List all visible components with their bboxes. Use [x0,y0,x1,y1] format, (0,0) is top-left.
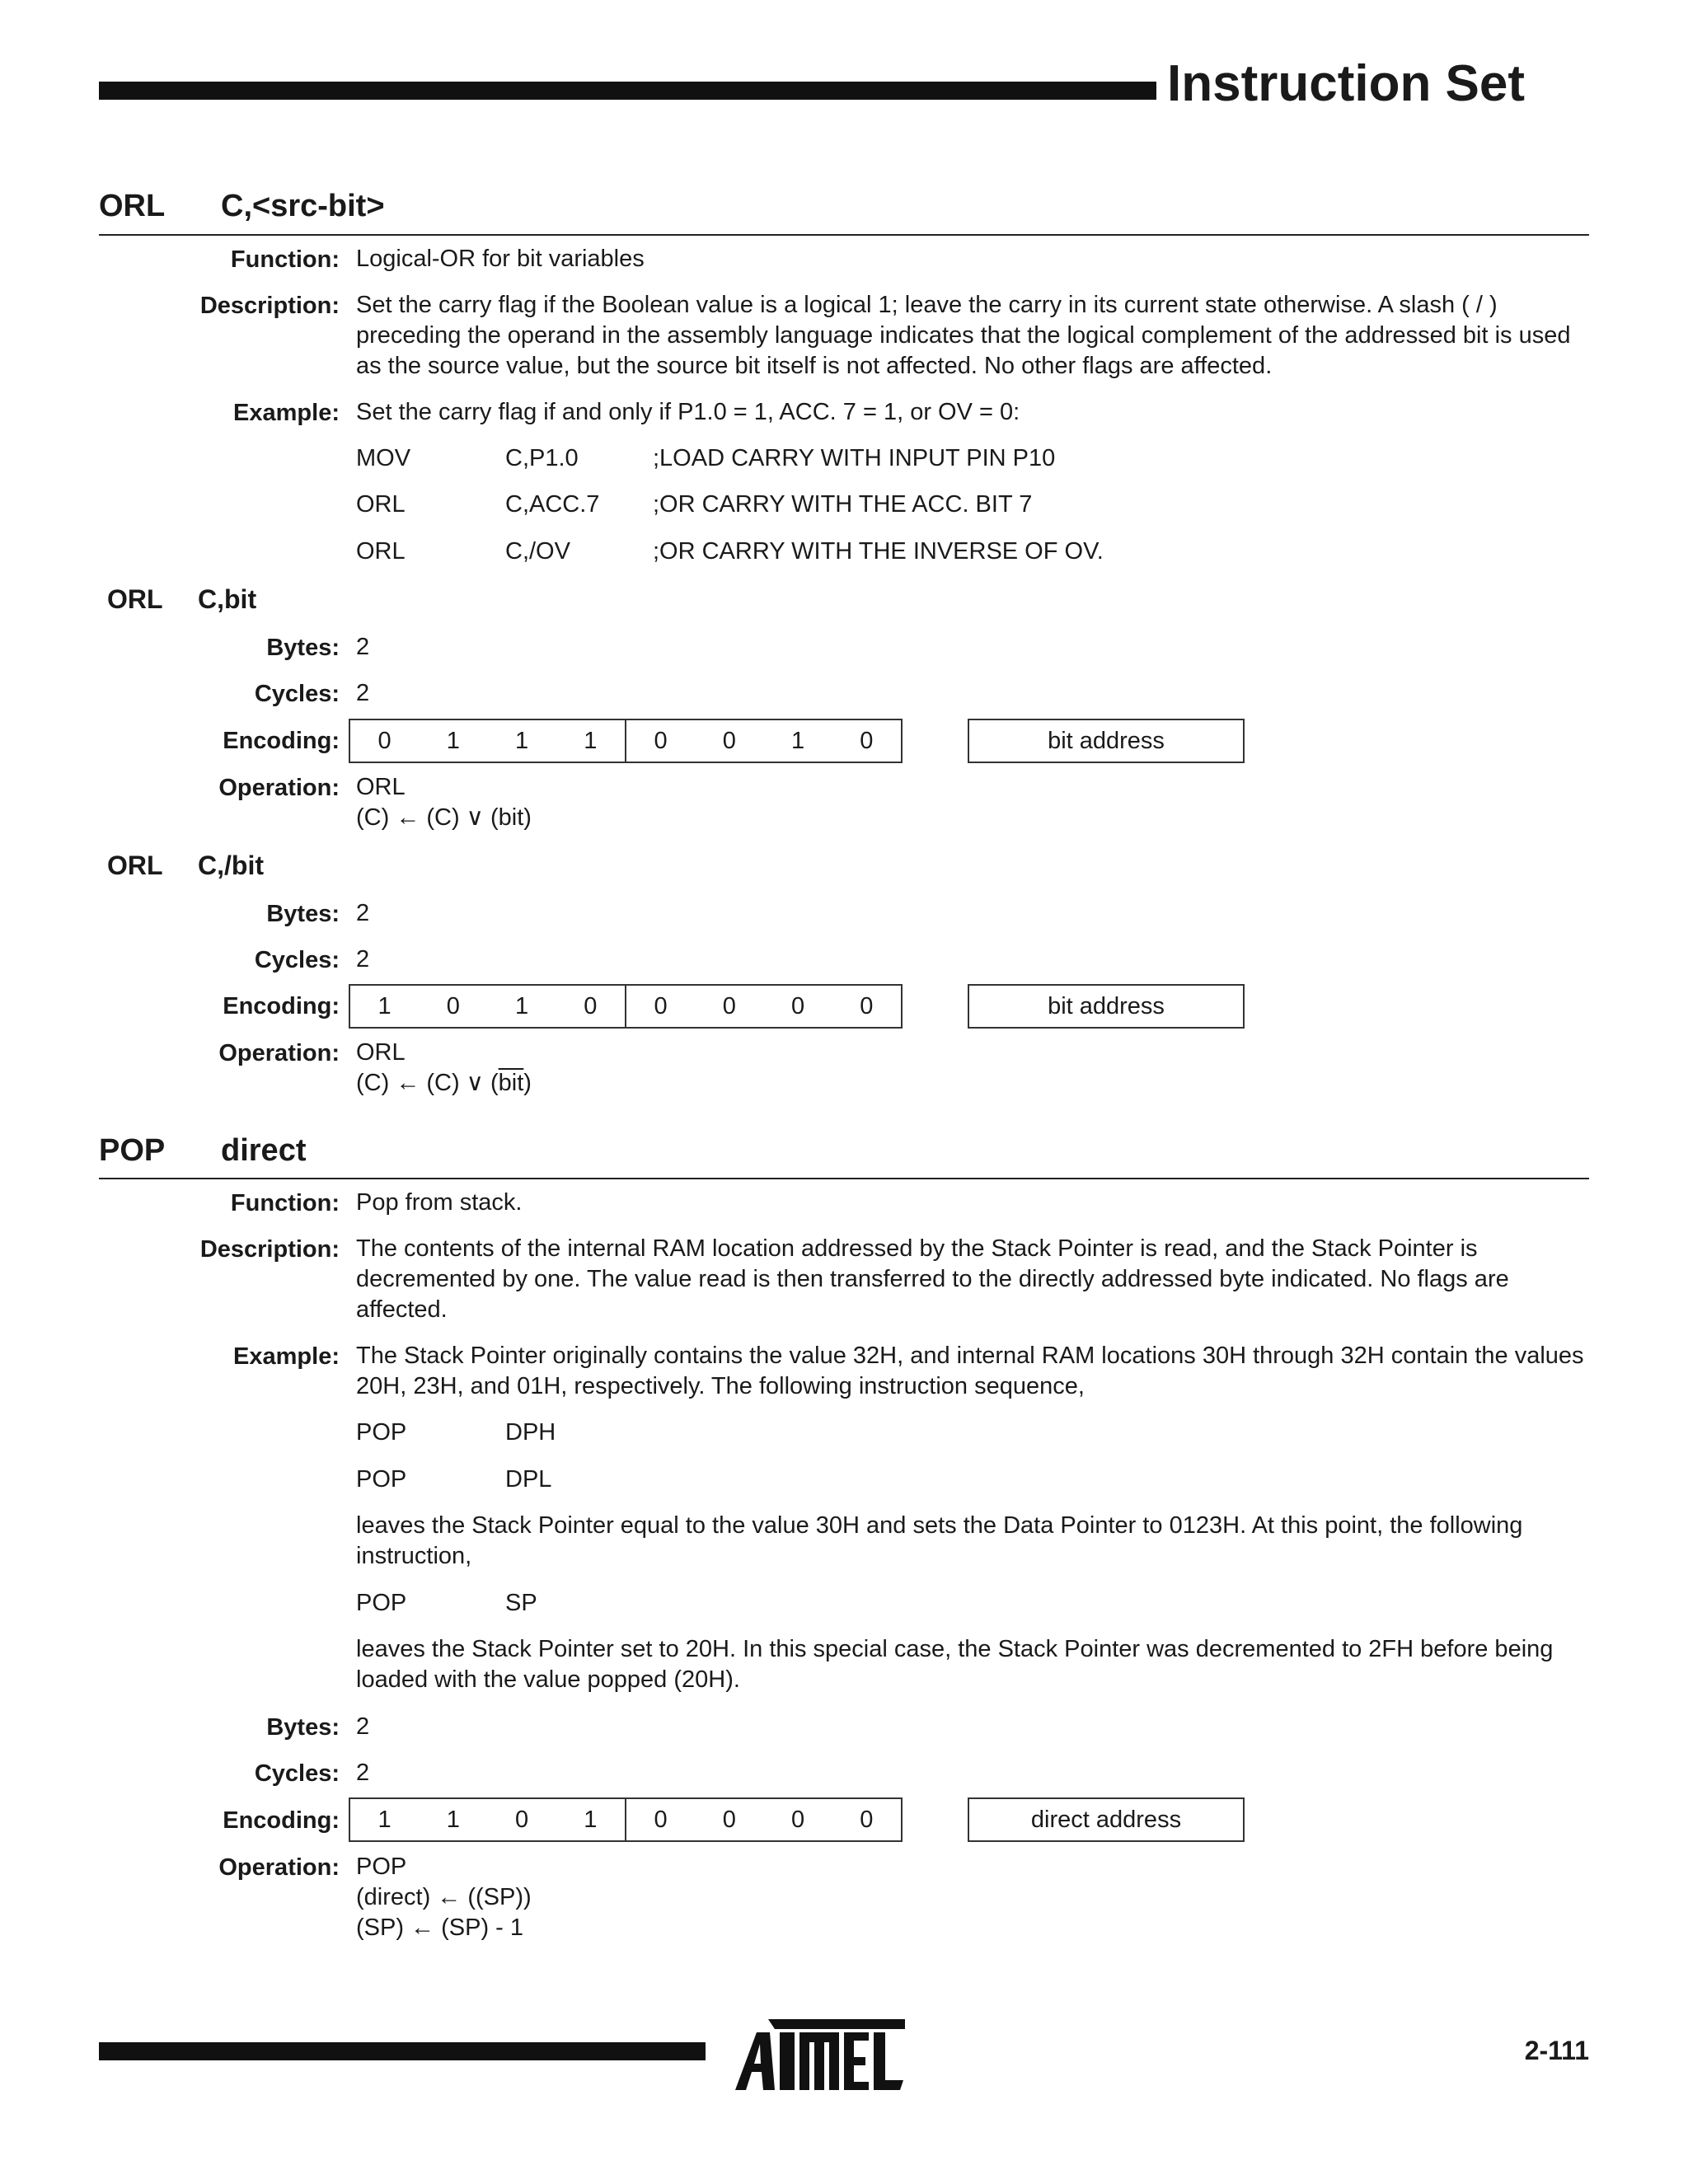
opcode-encoding-box [349,1797,903,1842]
opcode-bit: 1 [377,993,392,1019]
opcode-bit: 0 [722,993,736,1019]
pop-example-end: leaves the Stack Pointer set to 20H. In this special case, the Stack Pointer was decremented to 2FH before being loaded with the value popped (20H). [356,1636,1554,1693]
orl-operand: C,<src-bit> [221,189,385,223]
low-nibble [625,720,901,762]
bytes-value: 2 [356,1713,370,1740]
operand-address-box: bit address [968,719,1245,763]
opcode-bit: 0 [791,993,805,1019]
footer-bar [99,2042,706,2060]
encoding-label: Encoding: [223,1807,340,1834]
code-op: ORL [356,538,406,565]
bytes-value: 2 [356,900,370,926]
cycles-label: Cycles: [254,1760,340,1787]
cycles-label: Cycles: [254,681,340,707]
orl-heading-rule [99,234,1589,236]
opcode-encoding-box [349,719,903,763]
operation-label: Operation: [218,1854,340,1881]
pop-operand: direct [221,1133,307,1168]
code-op: POP [356,1466,407,1493]
pop-mnemonic: POP [99,1133,166,1168]
header-bar [99,82,1156,100]
encoding-label: Encoding: [223,993,340,1019]
opcode-bit: 0 [377,728,392,754]
logo-text: ATMEL [817,2095,823,2097]
code-arg: C,ACC.7 [505,491,600,518]
orl-example-intro: Set the carry flag if and only if P1.0 = 1, ACC. 7 = 1, or OV = 0: [356,399,1020,425]
operation-line: (SP) ← (SP) - 1 [356,1915,524,1941]
bytes-label: Bytes: [266,901,340,927]
operation-line: (direct) ← ((SP)) [356,1884,532,1910]
opcode-bit: 0 [722,1807,736,1833]
opcode-bit: 0 [791,1807,805,1833]
pop-example-label: Example: [233,1343,340,1370]
code-comment: ;OR CARRY WITH THE INVERSE OF OV. [653,538,1104,565]
opcode-bit: 0 [584,993,598,1019]
pop-function-label: Function: [230,1190,340,1216]
operation-expression [356,803,532,833]
pop-description-text: The contents of the internal RAM location addressed by the Stack Pointer is read, and the Stack Pointer is decremented by one. The value read is then transferred to the directly addressed byte indicated. No flags are affected. [356,1235,1509,1323]
code-op: ORL [356,491,406,518]
variant-operand: C,/bit [198,851,264,880]
opcode-bit: 0 [654,1807,668,1833]
operation-lhs: (C) ← (C) ∨ ( [356,1070,499,1096]
encoding-label: Encoding: [223,728,340,754]
bytes-label: Bytes: [266,1714,340,1741]
orl-mnemonic: ORL [99,189,166,223]
cycles-value: 2 [356,1760,370,1786]
opcode-bit: 1 [515,993,529,1019]
operation-expression [356,1068,532,1099]
cycles-label: Cycles: [254,947,340,973]
opcode-bit: 1 [584,728,598,754]
variant-mnemonic: ORL [107,851,163,880]
code-arg: SP [505,1590,537,1616]
code-comment: ;OR CARRY WITH THE ACC. BIT 7 [653,491,1033,518]
pop-example-mid: leaves the Stack Pointer equal to the value 30H and sets the Data Pointer to 0123H. At this point, the following instruction, [356,1512,1523,1569]
code-op: POP [356,1419,407,1446]
opcode-bit: 0 [860,993,874,1019]
opcode-bit: 0 [446,993,460,1019]
pop-description-label: Description: [199,1236,340,1263]
operation-label: Operation: [218,775,340,801]
bytes-label: Bytes: [266,635,340,661]
variant-mnemonic: ORL [107,584,163,614]
atmel-logo [732,2011,908,2097]
opcode-bit: 0 [654,993,668,1019]
variant-operand: C,bit [198,584,257,614]
operation-lhs: (C) ← (C) ∨ ( [356,804,499,831]
code-arg: DPL [505,1466,552,1493]
bytes-value: 2 [356,634,370,660]
operation-bit-complement: $\overline{bit}$ [498,1070,524,1096]
code-arg: C,P1.0 [505,445,579,471]
code-op: POP [356,1590,407,1616]
operation-close: ) [523,804,532,831]
code-arg: C,/OV [505,538,570,565]
operand-address-box: bit address [968,984,1245,1029]
opcode-bit: 1 [446,1807,460,1833]
pop-example-intro: The Stack Pointer originally contains the value 32H, and internal RAM locations 30H through 32H contain the values 20H, 23H, and 01H, respectively. The following instruction sequence, [356,1343,1584,1399]
low-nibble [625,986,901,1027]
opcode-bit: 1 [515,728,529,754]
orl-function-label: Function: [230,246,340,273]
cycles-value: 2 [356,680,370,706]
pop-function-text: Pop from stack. [356,1189,523,1216]
high-nibble [350,1799,625,1840]
code-op: MOV [356,445,411,471]
page-number: 2-111 [1524,2036,1589,2065]
opcode-bit: 0 [860,728,874,754]
operation-line: POP [356,1854,407,1880]
operation-bit: bit [498,804,524,831]
high-nibble [350,720,625,762]
opcode-bit: 0 [654,728,668,754]
orl-example-label: Example: [233,400,340,426]
operation-label: Operation: [218,1040,340,1066]
orl-description-label: Description: [199,293,340,319]
opcode-bit: 0 [722,728,736,754]
opcode-bit: 0 [860,1807,874,1833]
operand-address-box: direct address [968,1797,1245,1842]
opcode-bit: 1 [446,728,460,754]
orl-function-text: Logical-OR for bit variables [356,246,645,272]
operation-name: ORL [356,1039,406,1066]
opcode-bit: 1 [584,1807,598,1833]
opcode-encoding-box [349,984,903,1029]
opcode-bit: 0 [515,1807,529,1833]
code-comment: ;LOAD CARRY WITH INPUT PIN P10 [653,445,1056,471]
cycles-value: 2 [356,946,370,972]
page-title: Instruction Set [1167,55,1526,112]
pop-heading-rule [99,1178,1589,1179]
opcode-bit: 1 [377,1807,392,1833]
low-nibble [625,1799,901,1840]
operation-close: ) [523,1070,532,1096]
orl-description-text: Set the carry flag if the Boolean value is a logical 1; leave the carry in its current state otherwise. A slash ( / ) preceding the operand in the assembly language indicates that the logical complement of the addressed bit is used as the source value, but the source bit itself is not affected. No other flags are affected. [356,292,1571,379]
opcode-bit: 1 [791,728,805,754]
operation-name: ORL [356,774,406,800]
high-nibble [350,986,625,1027]
code-arg: DPH [505,1419,556,1446]
